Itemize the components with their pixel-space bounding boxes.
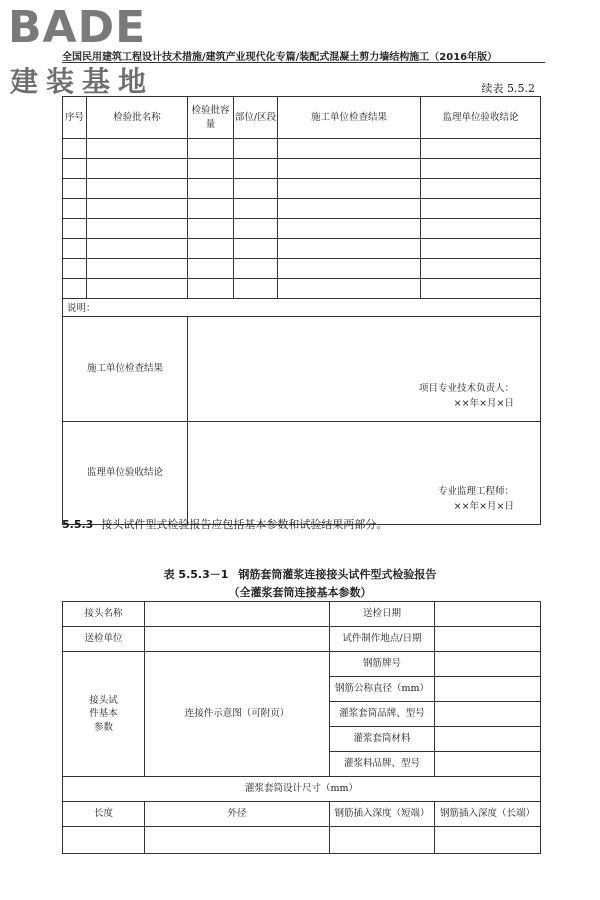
dim-header-length: 长度 bbox=[63, 802, 145, 827]
col-header-supervision-conclusion: 监理单位验收结论 bbox=[421, 97, 541, 139]
table-cell bbox=[421, 239, 541, 259]
table-cell bbox=[234, 239, 278, 259]
table-cell bbox=[234, 159, 278, 179]
table-cell bbox=[63, 199, 87, 219]
param-value bbox=[435, 677, 541, 702]
supervision-unit-label: 监理单位验收结论 bbox=[63, 422, 188, 525]
dim-header-outer-diameter: 外径 bbox=[145, 802, 330, 827]
table-cell bbox=[188, 159, 234, 179]
table-cell bbox=[87, 179, 188, 199]
dim-value bbox=[63, 827, 145, 854]
dim-header-long-depth: 钢筋插入深度（长端） bbox=[435, 802, 541, 827]
param-label: 钢筋牌号 bbox=[330, 652, 435, 677]
construction-signature-block bbox=[419, 381, 514, 411]
dim-value bbox=[330, 827, 435, 854]
table-cell bbox=[87, 279, 188, 299]
dimension-title-row bbox=[63, 777, 541, 802]
logo-text: BADE bbox=[8, 2, 147, 53]
table-cell bbox=[278, 279, 421, 299]
col-header-construction-result: 施工单位检查结果 bbox=[278, 97, 421, 139]
param-label: 灌浆套筒品牌、型号 bbox=[330, 702, 435, 727]
table2-title-text: 钢筋套筒灌浆连接接头试件型式检验报告 bbox=[238, 568, 437, 581]
construction-unit-label: 施工单位检查结果 bbox=[63, 317, 188, 422]
table-cell bbox=[421, 159, 541, 179]
continued-table-label: 续表 5.5.2 bbox=[481, 82, 535, 95]
clause-5-5-3 bbox=[62, 516, 387, 532]
clause-text: 接头试件型式检验报告应包括基本参数和试验结果两部分。 bbox=[101, 518, 388, 531]
construction-signoff-row bbox=[63, 317, 541, 422]
table-cell bbox=[188, 259, 234, 279]
param-label: 灌浆套筒材料 bbox=[330, 727, 435, 752]
table-row bbox=[63, 279, 541, 299]
table-row bbox=[63, 179, 541, 199]
note-row bbox=[63, 299, 541, 317]
dim-value bbox=[145, 827, 330, 854]
diagram-cell: 连接件示意图（可附页） bbox=[145, 652, 330, 777]
param-label: 钢筋公称直径（mm） bbox=[330, 677, 435, 702]
table-row bbox=[63, 239, 541, 259]
submission-date-label: 送检日期 bbox=[330, 602, 435, 627]
logo-subtitle: 建装基地 bbox=[10, 65, 155, 98]
supervision-signoff-row bbox=[63, 422, 541, 525]
params-section-label: 接头试件基本参数 bbox=[63, 652, 145, 777]
table-row bbox=[63, 139, 541, 159]
param-value bbox=[435, 727, 541, 752]
table-cell bbox=[234, 259, 278, 279]
dim-header-short-depth: 钢筋插入深度（短端） bbox=[330, 802, 435, 827]
sleeve-test-report-table bbox=[62, 601, 541, 854]
param-value bbox=[435, 752, 541, 777]
param-value bbox=[435, 652, 541, 677]
table-row bbox=[63, 159, 541, 179]
table-cell bbox=[278, 219, 421, 239]
table-cell bbox=[63, 159, 87, 179]
col-header-lot-name: 检验批名称 bbox=[87, 97, 188, 139]
col-header-lot-capacity: 检验批容量 bbox=[188, 97, 234, 139]
param-value bbox=[435, 702, 541, 727]
submitting-unit-row bbox=[63, 627, 541, 652]
table-cell bbox=[234, 139, 278, 159]
table-cell bbox=[188, 139, 234, 159]
table-cell bbox=[234, 199, 278, 219]
supervision-signature-block bbox=[438, 484, 514, 514]
submission-date-value bbox=[435, 602, 541, 627]
table2-number: 表 5.5.3－1 bbox=[163, 568, 229, 581]
table-cell bbox=[87, 219, 188, 239]
running-header: 全国民用建筑工程设计技术措施/建筑产业现代化专篇/装配式混凝土剪力墙结构施工（2016年版） bbox=[62, 52, 498, 63]
table-cell bbox=[188, 219, 234, 239]
submitting-unit-value bbox=[145, 627, 330, 652]
joint-name-label: 接头名称 bbox=[63, 602, 145, 627]
table-cell bbox=[234, 219, 278, 239]
table-row bbox=[63, 259, 541, 279]
construction-signer: 项目专业技术负责人： bbox=[418, 382, 514, 394]
table-cell bbox=[87, 239, 188, 259]
dimension-value-row bbox=[63, 827, 541, 854]
table-cell bbox=[421, 219, 541, 239]
inspection-lot-table bbox=[62, 96, 541, 525]
table-cell bbox=[87, 199, 188, 219]
joint-name-value bbox=[145, 602, 330, 627]
param-row bbox=[63, 652, 541, 677]
header-rule bbox=[62, 62, 545, 63]
table-cell bbox=[63, 279, 87, 299]
table-cell bbox=[188, 239, 234, 259]
table-cell bbox=[278, 179, 421, 199]
table-row bbox=[63, 199, 541, 219]
table-cell bbox=[87, 139, 188, 159]
dimension-title: 灌浆套筒设计尺寸（mm） bbox=[63, 777, 541, 802]
table2-subtitle: （全灌浆套筒连接基本参数） bbox=[228, 586, 372, 599]
supervision-signoff-cell bbox=[188, 422, 541, 525]
col-header-location: 部位/区段 bbox=[234, 97, 278, 139]
table-cell bbox=[421, 179, 541, 199]
logo-wordmark bbox=[8, 2, 146, 53]
construction-date: ××年×月×日 bbox=[453, 397, 514, 409]
clause-number: 5.5.3 bbox=[62, 518, 94, 531]
table-cell bbox=[278, 259, 421, 279]
col-header-serial: 序号 bbox=[63, 97, 87, 139]
table-row bbox=[63, 219, 541, 239]
table-cell bbox=[278, 139, 421, 159]
note-label: 说明： bbox=[63, 299, 541, 317]
supervision-signer: 专业监理工程师： bbox=[437, 485, 514, 497]
table-cell bbox=[278, 159, 421, 179]
table-cell bbox=[234, 279, 278, 299]
table-cell bbox=[278, 239, 421, 259]
table-header-row bbox=[63, 97, 541, 139]
submitting-unit-label: 送检单位 bbox=[63, 627, 145, 652]
table-cell bbox=[421, 279, 541, 299]
dim-value bbox=[435, 827, 541, 854]
table-cell bbox=[188, 179, 234, 199]
table-cell bbox=[87, 259, 188, 279]
table-cell bbox=[421, 139, 541, 159]
construction-signoff-cell bbox=[188, 317, 541, 422]
table-cell bbox=[234, 179, 278, 199]
table-cell bbox=[63, 179, 87, 199]
table-cell bbox=[421, 199, 541, 219]
table-cell bbox=[87, 159, 188, 179]
table-cell bbox=[63, 239, 87, 259]
param-label: 灌浆料品牌、型号 bbox=[330, 752, 435, 777]
dimension-header-row bbox=[63, 802, 541, 827]
table2-title bbox=[0, 566, 600, 582]
table-cell bbox=[188, 199, 234, 219]
table-cell bbox=[63, 259, 87, 279]
supervision-date: ××年×月×日 bbox=[453, 500, 514, 512]
table-cell bbox=[421, 259, 541, 279]
table-cell bbox=[278, 199, 421, 219]
table-cell bbox=[63, 219, 87, 239]
specimen-place-date-value bbox=[435, 627, 541, 652]
table-cell bbox=[188, 279, 234, 299]
specimen-place-date-label: 试件制作地点/日期 bbox=[330, 627, 435, 652]
joint-name-row bbox=[63, 602, 541, 627]
table-cell bbox=[63, 139, 87, 159]
